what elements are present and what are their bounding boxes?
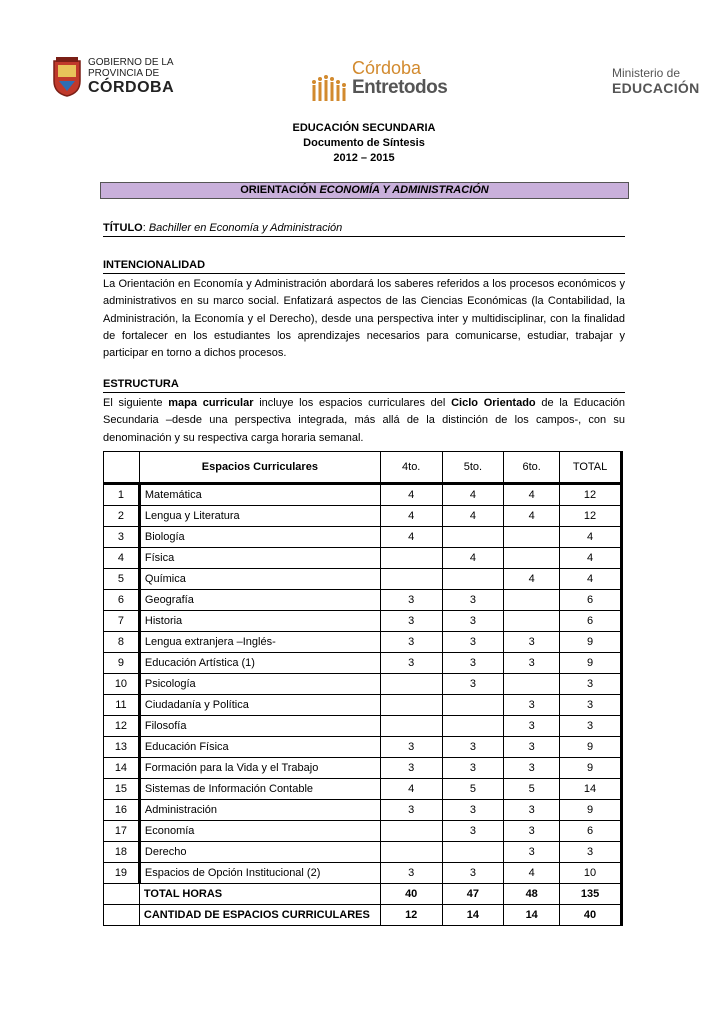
estructura-text-a: El siguiente	[103, 397, 169, 409]
table-cell: Sistemas de Información Contable	[139, 779, 380, 800]
table-cell: 3	[442, 653, 504, 674]
table-cell: Espacios de Opción Institucional (2)	[139, 863, 380, 884]
table-cell: 10	[560, 863, 622, 884]
table-cell: 3	[560, 674, 622, 695]
table-cell: Historia	[139, 611, 380, 632]
table-row	[104, 484, 622, 506]
table-cell: 3	[442, 800, 504, 821]
table-cell: 18	[104, 842, 140, 863]
table-cell	[442, 716, 504, 737]
table-cell	[380, 716, 442, 737]
table-cell: 3	[504, 800, 560, 821]
table-cell: 3	[442, 863, 504, 884]
table-cell	[504, 548, 560, 569]
table-cell: Química	[139, 569, 380, 590]
table-cell: 3	[504, 758, 560, 779]
table-cell: 4	[560, 548, 622, 569]
table-row	[104, 506, 622, 527]
table-cell	[504, 674, 560, 695]
table-cell: 3	[380, 800, 442, 821]
table-cell: 19	[104, 863, 140, 884]
header-line-2: Documento de Síntesis	[303, 137, 425, 149]
table-row	[104, 800, 622, 821]
table-cell: Filosofía	[139, 716, 380, 737]
table-cell: 12	[380, 905, 442, 926]
table-cell: 5	[504, 779, 560, 800]
table-cell: 3	[380, 653, 442, 674]
table-cell: 4	[442, 548, 504, 569]
table-cell	[504, 590, 560, 611]
table-cell: 3	[442, 611, 504, 632]
table-cell	[504, 527, 560, 548]
table-cell: 11	[104, 695, 140, 716]
table-row	[104, 569, 622, 590]
table-cell: 4	[380, 779, 442, 800]
header-line-1: EDUCACIÓN SECUNDARIA	[292, 122, 436, 134]
table-cell: 6	[560, 590, 622, 611]
table-cell: 4	[442, 506, 504, 527]
table-cell: 3	[380, 758, 442, 779]
table-cell	[380, 695, 442, 716]
table-row	[104, 611, 622, 632]
table-cell: Educación Física	[139, 737, 380, 758]
table-cell	[104, 905, 140, 926]
table-row	[104, 863, 622, 884]
table-cell: Geografía	[139, 590, 380, 611]
table-cell: Economía	[139, 821, 380, 842]
table-cell: 9	[560, 737, 622, 758]
table-cell	[442, 695, 504, 716]
table-cell: 4	[442, 484, 504, 506]
estructura-bold-a: mapa curricular	[168, 397, 254, 409]
table-cell: 48	[504, 884, 560, 905]
table-cell: 3	[560, 842, 622, 863]
table-cell: 6	[104, 590, 140, 611]
table-cell: 5	[442, 779, 504, 800]
logo-left-line2: PROVINCIA DE	[88, 68, 160, 79]
table-cell: 4	[104, 548, 140, 569]
table-cell: Matemática	[139, 484, 380, 506]
table-cell: Lengua extranjera –Inglés-	[139, 632, 380, 653]
table-cell: Ciudadanía y Política	[139, 695, 380, 716]
table-cell: 3	[380, 611, 442, 632]
table-cell: 17	[104, 821, 140, 842]
header-cell: TOTAL	[560, 452, 622, 484]
table-cell: 3	[442, 737, 504, 758]
table-cell: 47	[442, 884, 504, 905]
table-cell: 9	[560, 632, 622, 653]
table-cell: 3	[442, 674, 504, 695]
table-cell: 9	[104, 653, 140, 674]
orientation-name: ECONOMÍA Y ADMINISTRACIÓN	[319, 184, 489, 196]
table-cell: 3	[504, 695, 560, 716]
table-cell: 1	[104, 484, 140, 506]
table-row	[104, 590, 622, 611]
intencionalidad-text: La Orientación en Economía y Administración abordará los saberes referidos a los procesos económicos y administrativos en su marco social. Enfatizará aspectos de las Ciencias Económicas (la Contabilidad, la Administración, la Economía y el Derecho), desde una perspectiva inter y multidisciplinar, con la finalidad de fortalecer en los estudiantes los aprendizajes necesarios para comunicarse, estudiar, trabajar y participar en torno a dichos procesos.	[103, 278, 625, 360]
table-cell	[380, 569, 442, 590]
table-cell: 6	[560, 821, 622, 842]
table-row	[104, 716, 622, 737]
table-cell: 3	[442, 821, 504, 842]
logo-left-line1: GOBIERNO DE LA	[88, 57, 174, 68]
table-cell: 3	[504, 632, 560, 653]
estructura-text	[103, 395, 625, 447]
table-cell: Formación para la Vida y el Trabajo	[139, 758, 380, 779]
table-row	[104, 737, 622, 758]
logo-right-line1: Ministerio de	[612, 66, 681, 80]
table-row	[104, 884, 622, 905]
table-cell: 12	[560, 506, 622, 527]
table-cell: 15	[104, 779, 140, 800]
table-cell: Administración	[139, 800, 380, 821]
table-header-row	[104, 452, 622, 484]
table-cell: 12	[104, 716, 140, 737]
header-cell: 4to.	[380, 452, 442, 484]
table-cell: 3	[560, 695, 622, 716]
header-line-3: 2012 – 2015	[333, 152, 395, 164]
table-cell: 7	[104, 611, 140, 632]
estructura-text-b: incluye los espacios curriculares del	[253, 397, 452, 409]
table-cell: 9	[560, 800, 622, 821]
table-row	[104, 821, 622, 842]
header-cell: 6to.	[504, 452, 560, 484]
table-cell	[380, 548, 442, 569]
table-cell: 4	[504, 863, 560, 884]
table-cell: 5	[104, 569, 140, 590]
table-row	[104, 695, 622, 716]
table-cell	[442, 842, 504, 863]
table-row	[104, 842, 622, 863]
table-cell: 3	[442, 758, 504, 779]
header-cell	[104, 452, 140, 484]
table-cell	[442, 569, 504, 590]
table-row	[104, 905, 622, 926]
gobierno-cordoba-logo	[52, 55, 175, 105]
table-cell: 40	[560, 905, 622, 926]
table-cell: 4	[504, 569, 560, 590]
table-cell: 14	[442, 905, 504, 926]
table-cell	[380, 842, 442, 863]
title-line: TÍTULO: Bachiller en Economía y Administración	[103, 222, 625, 237]
table-cell: 6	[560, 611, 622, 632]
table-cell: 3	[504, 821, 560, 842]
table-cell: 4	[560, 527, 622, 548]
table-row	[104, 653, 622, 674]
table-cell: 3	[560, 716, 622, 737]
table-cell: 14	[104, 758, 140, 779]
table-cell	[442, 527, 504, 548]
table-cell	[380, 821, 442, 842]
table-cell: 3	[380, 863, 442, 884]
coat-of-arms-icon	[52, 57, 82, 97]
table-cell: Biología	[139, 527, 380, 548]
table-cell: 3	[380, 737, 442, 758]
table-cell: 14	[560, 779, 622, 800]
orientation-banner	[100, 182, 629, 199]
table-cell: TOTAL HORAS	[139, 884, 380, 905]
table-row	[104, 758, 622, 779]
estructura-text-c: de la Educación Secundaria –desde una perspectiva integrada, más allá de la distinción de los campos-, con su denominación y su respectiva carga horaria semanal.	[103, 397, 625, 444]
table-cell: 13	[104, 737, 140, 758]
table-cell: 2	[104, 506, 140, 527]
table-row	[104, 548, 622, 569]
table-cell: CANTIDAD DE ESPACIOS CURRICULARES	[139, 905, 380, 926]
ministerio-educacion-logo	[612, 66, 700, 106]
table-cell: 16	[104, 800, 140, 821]
table-cell: 12	[560, 484, 622, 506]
table-cell: 40	[380, 884, 442, 905]
table-cell: 4	[380, 506, 442, 527]
table-cell	[504, 611, 560, 632]
cordoba-entretodos-logo	[310, 58, 450, 108]
table-cell: 14	[504, 905, 560, 926]
table-cell: 3	[380, 590, 442, 611]
table-cell: 4	[380, 484, 442, 506]
table-cell: 3	[442, 632, 504, 653]
table-row	[104, 632, 622, 653]
logo-left-line3: CÓRDOBA	[88, 79, 175, 96]
header-cell: Espacios Curriculares	[139, 452, 380, 484]
table-cell: Educación Artística (1)	[139, 653, 380, 674]
logo-center-line1: Córdoba	[352, 58, 422, 78]
table-cell: 3	[504, 842, 560, 863]
title-label: TÍTULO	[103, 222, 143, 234]
curriculum-table	[103, 451, 623, 926]
table-row	[104, 779, 622, 800]
table-cell: 9	[560, 653, 622, 674]
table-cell: Psicología	[139, 674, 380, 695]
table-cell: 4	[380, 527, 442, 548]
logo-right-line2: EDUCACIÓN	[612, 80, 700, 96]
logo-center-line2: Entretodos	[352, 77, 448, 98]
table-cell: 3	[504, 716, 560, 737]
table-cell: Lengua y Literatura	[139, 506, 380, 527]
header-cell: 5to.	[442, 452, 504, 484]
table-cell	[380, 674, 442, 695]
table-cell: 3	[442, 590, 504, 611]
people-bars-icon	[310, 72, 350, 102]
table-row	[104, 674, 622, 695]
table-cell: Derecho	[139, 842, 380, 863]
table-cell	[104, 884, 140, 905]
table-cell: 4	[504, 484, 560, 506]
title-value: Bachiller en Economía y Administración	[148, 222, 343, 234]
estructura-heading: ESTRUCTURA	[103, 378, 625, 393]
table-cell: 135	[560, 884, 622, 905]
table-cell: 3	[380, 632, 442, 653]
table-cell: Física	[139, 548, 380, 569]
table-cell: 10	[104, 674, 140, 695]
table-cell: 3	[504, 737, 560, 758]
table-cell: 8	[104, 632, 140, 653]
table-cell: 4	[560, 569, 622, 590]
table-row	[104, 527, 622, 548]
table-cell: 3	[504, 653, 560, 674]
orientation-prefix: ORIENTACIÓN	[240, 184, 317, 196]
table-cell: 3	[104, 527, 140, 548]
estructura-bold-b: Ciclo Orientado	[451, 397, 536, 409]
table-cell: 9	[560, 758, 622, 779]
table-cell: 4	[504, 506, 560, 527]
intencionalidad-heading: INTENCIONALIDAD	[103, 259, 625, 274]
